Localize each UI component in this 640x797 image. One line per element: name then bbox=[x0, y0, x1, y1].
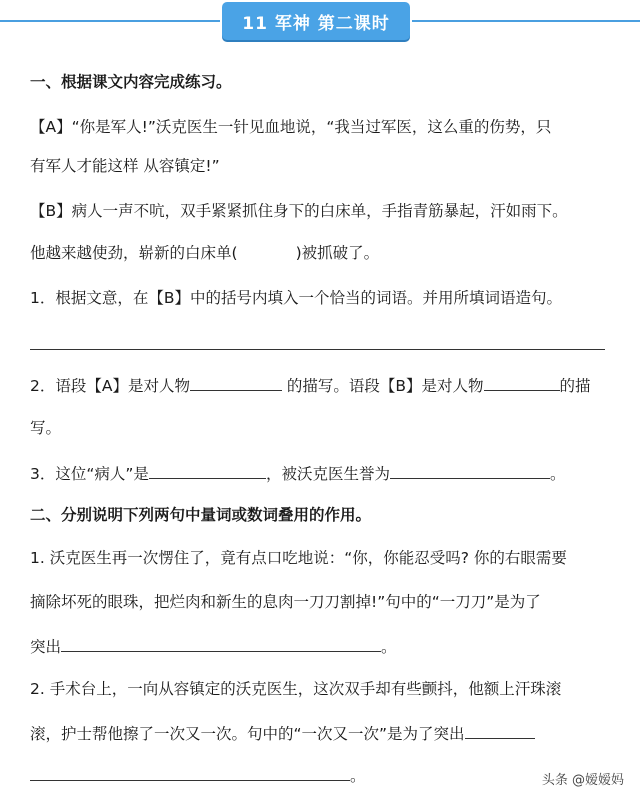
paragraph-b-line1: 【B】病人一声不吭，双手紧紧抓住身下的白床单，手指青筋暴起，汗如雨下。 bbox=[30, 202, 568, 220]
q3-text-a: 3．这位“病人”是 bbox=[30, 465, 149, 483]
q2-blank-a[interactable] bbox=[190, 374, 282, 391]
item-1-text-a: 突出 bbox=[30, 638, 62, 656]
question-1: 1．根据文意，在【B】中的括号内填入一个恰当的词语。并用所填词语造句。 bbox=[30, 289, 562, 307]
q3-blank-b[interactable] bbox=[390, 462, 550, 479]
q3-blank-a[interactable] bbox=[149, 462, 266, 479]
q2-text-c: 的描 bbox=[559, 377, 591, 395]
q2-text-a: 2．语段【A】是对人物 bbox=[30, 377, 190, 395]
q1-answer-line[interactable] bbox=[30, 349, 605, 350]
item-1-line1: 1. 沃克医生再一次愣住了，竟有点口吃地说：“你，你能忍受吗? 你的右眼需要 bbox=[30, 549, 567, 567]
item-1-line3 bbox=[30, 635, 397, 657]
section1-heading: 一、根据课文内容完成练习。 bbox=[30, 73, 232, 91]
q2-blank-b[interactable] bbox=[484, 374, 560, 391]
item-2-blank-b[interactable] bbox=[30, 764, 350, 781]
source-watermark: 头条 @嫒嫒妈 bbox=[538, 767, 628, 790]
lesson-title: 11 军神 第二课时 bbox=[222, 2, 410, 40]
question-2 bbox=[30, 374, 591, 396]
question-2-continued: 写。 bbox=[30, 419, 62, 437]
item-2-text-end: 。 bbox=[350, 767, 366, 785]
item-1-line2: 摘除坏死的眼珠，把烂肉和新生的息肉一刀刀割掉!”句中的“一刀刀”是为了 bbox=[30, 593, 541, 611]
paragraph-a-line1: 【A】“你是军人!”沃克医生一针见血地说，“我当过军医，这么重的伤势，只 bbox=[30, 118, 552, 136]
item-1-blank[interactable] bbox=[61, 635, 381, 652]
title-banner bbox=[0, 0, 640, 50]
banner-rule-left bbox=[0, 20, 220, 22]
item-2-line1: 2. 手术台上，一向从容镇定的沃克医生，这次双手却有些颤抖，他额上汗珠滚 bbox=[30, 680, 562, 698]
q2-text-b: 的描写。语段【B】是对人物 bbox=[286, 377, 484, 395]
section2-heading: 二、分别说明下列两句中量词或数词叠用的作用。 bbox=[30, 506, 372, 524]
item-1-text-b: 。 bbox=[381, 638, 397, 656]
paragraph-b-text-before: 他越来越使劲，崭新的白床单( bbox=[30, 244, 238, 262]
item-2-blank-a[interactable] bbox=[465, 722, 535, 739]
q3-text-c: 。 bbox=[549, 465, 566, 483]
paragraph-a-line2: 有军人才能这样 从容镇定!” bbox=[30, 157, 220, 175]
paragraph-b-line2 bbox=[30, 243, 379, 263]
item-2-line3 bbox=[30, 764, 366, 786]
banner-rule-right bbox=[412, 20, 640, 22]
q3-text-b: ，被沃克医生誉为 bbox=[265, 465, 390, 483]
question-3 bbox=[30, 462, 565, 484]
item-2-text-a: 滚，护士帮他擦了一次又一次。句中的“一次又一次”是为了突出 bbox=[30, 725, 465, 743]
paragraph-b-text-after: )被抓破了。 bbox=[295, 244, 380, 262]
item-2-line2 bbox=[30, 722, 535, 744]
